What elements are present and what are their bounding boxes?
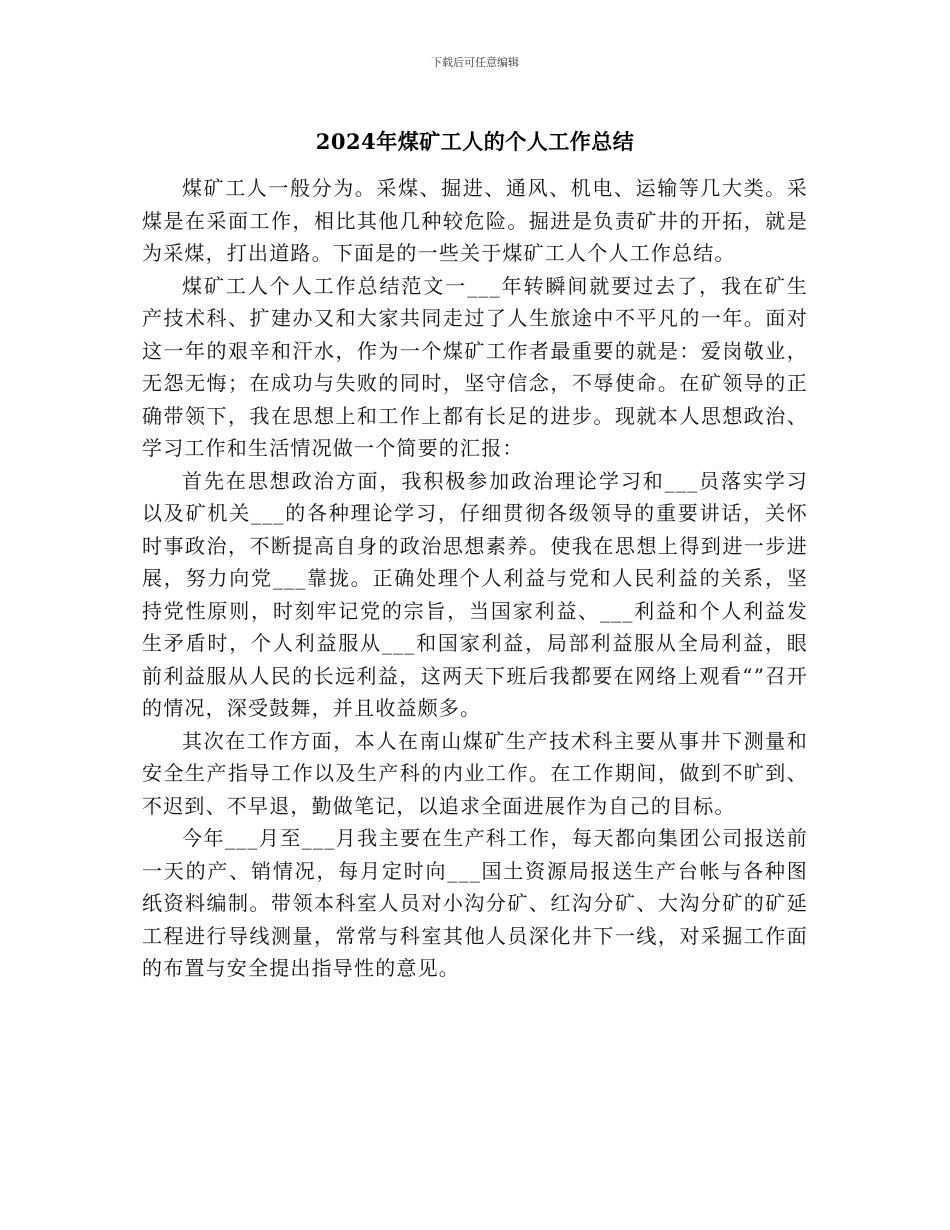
paragraph-political-thought: 首先在思想政治方面，我积极参加政治理论学习和___员落实学习以及矿机关___的各种理论学习，仔细贯彻各级领导的重要讲话，关怀时事政治，不断提高自身的政治思想素养。使我在思想上得到进一步进展，努力向党___靠拢。正确处理个人利益与党和人民利益的关系，坚持党性原则，时刻牢记党的宗旨，当国家利益、___利益和个人利益发生矛盾时，个人利益服从___和国家利益，局部利益服从全局利益，眼前利益服从人民的长远利益，这两天下班后我都要在网络上观看“”召开的情况，深受鼓舞，并且收益颇多。	[142, 468, 808, 720]
paragraph-production-work: 今年___月至___月我主要在生产科工作，每天都向集团公司报送前一天的产、销情况，每月定时向___国土资源局报送生产台帐与各种图纸资料编制。带领本科室人员对小沟分矿、红沟分矿、大沟分矿的矿延工程进行导线测量，常常与科室其他人员深化井下一线，对采掘工作面的布置与安全提出指导性的意见。	[142, 826, 808, 980]
page-header-note: 下载后可任意编辑	[431, 56, 519, 69]
paragraph-intro: 煤矿工人一般分为。采煤、掘进、通风、机电、运输等几大类。采煤是在采面工作，相比其他几种较危险。掘进是负责矿井的开拓，就是为采煤，打出道路。下面是的一些关于煤矿工人个人工作总结。	[142, 176, 808, 265]
paragraph-summary-opening: 煤矿工人个人工作总结范文一___年转瞬间就要过去了，我在矿生产技术科、扩建办又和大家共同走过了人生旅途中不平凡的一年。面对这一年的艰辛和汗水，作为一个煤矿工作者最重要的就是：爱岗敬业，无怨无悔；在成功与失败的同时，坚守信念，不辱使命。在矿领导的正确带领下，我在思想上和工作上都有长足的进步。现就本人思想政治、学习工作和生活情况做一个简要的汇报：	[142, 273, 808, 460]
document-body	[142, 172, 808, 985]
paragraph-work-duties: 其次在工作方面，本人在南山煤矿生产技术科主要从事井下测量和安全生产指导工作以及生产科的内业工作。在工作期间，做到不旷到、不迟到、不早退，勤做笔记，以追求全面进展作为自己的目标。	[142, 728, 808, 818]
document-title: 2024年煤矿工人的个人工作总结	[315, 129, 635, 154]
